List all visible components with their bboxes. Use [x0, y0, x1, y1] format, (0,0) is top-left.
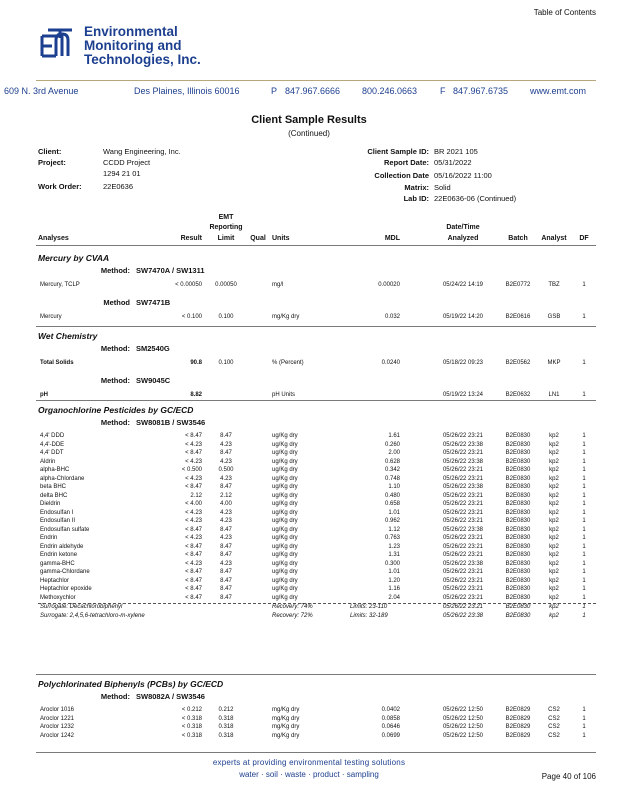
cell-analyzed: 05/26/22 23:38	[442, 526, 484, 533]
cell-mdl: 1.20	[388, 577, 400, 584]
cell-analyte: alpha-BHC	[40, 467, 70, 473]
cell-units: ug/Kg dry	[272, 501, 298, 507]
cell-batch: B2E0632	[505, 392, 531, 398]
cell-limit: 4.23	[220, 535, 232, 541]
cell-df: 1	[582, 392, 586, 398]
cell-df: 1	[582, 475, 586, 482]
cell-df: 1	[582, 560, 586, 567]
cell-units: ug/Kg dry	[272, 518, 298, 524]
cell-mdl: 1.31	[388, 552, 400, 558]
cell-units: ug/Kg dry	[272, 458, 298, 465]
emt-logo-icon	[36, 26, 76, 66]
cell-result: < 8.47	[185, 433, 202, 439]
cell-analyzed: 05/26/22 23:21	[442, 586, 484, 592]
cell-analyte: Endosulfan I	[40, 509, 74, 516]
cell-analyte: 4,4' DDD	[40, 433, 65, 439]
cell-analyzed: 05/26/22 23:38	[442, 612, 484, 619]
cell-analyte: 4,4'-DDE	[40, 441, 65, 448]
cell-batch: B2E0830	[505, 577, 531, 584]
cell-result: 90.8	[190, 360, 202, 366]
cell-units: mg/Kg dry	[272, 732, 300, 739]
cell-result: < 4.23	[185, 458, 202, 465]
cell-df: 1	[582, 732, 586, 739]
cell-analyst: kp2	[549, 501, 559, 507]
method-name: SW7470A / SW1311	[136, 266, 205, 275]
cell-result: < 0.318	[181, 732, 202, 739]
cell-mdl: 0.342	[384, 467, 400, 473]
cell-mdl: 0.658	[384, 501, 400, 507]
cell-analyzed: 05/26/22 23:21	[442, 552, 484, 558]
cell-analyte: alpha-Chlordane	[40, 475, 85, 482]
cell-df: 1	[582, 552, 586, 558]
cell-units: ug/Kg dry	[272, 535, 298, 541]
cell-units: ug/Kg dry	[272, 492, 298, 499]
cell-analyzed: 05/26/22 12:50	[442, 715, 484, 722]
cell-analyzed: 05/18/22 09:23	[442, 360, 484, 366]
cell-df: 1	[582, 715, 586, 722]
cell-batch: B2E0830	[505, 433, 531, 439]
cell-analyst: kp2	[549, 433, 559, 439]
cell-analyzed: 05/26/22 23:21	[442, 569, 484, 575]
cell-limit: 8.47	[220, 552, 232, 558]
cell-limits: Limits: 23-110	[350, 604, 388, 610]
cell-mdl: 1.12	[388, 526, 400, 533]
cell-df: 1	[582, 441, 586, 448]
cell-analyzed: 05/26/22 23:38	[442, 458, 484, 465]
cell-units: ug/Kg dry	[272, 433, 298, 439]
cell-analyte: Aroclor 1221	[40, 715, 75, 722]
cell-analyte: gamma-Chlordane	[40, 569, 90, 575]
cell-result: < 8.47	[185, 484, 202, 490]
cell-analyst: kp2	[549, 492, 559, 499]
cell-df: 1	[582, 724, 586, 730]
cell-batch: B2E0830	[505, 560, 531, 567]
cell-analyte: delta BHC	[40, 492, 68, 499]
cell-batch: B2E0830	[505, 501, 531, 507]
method-name: SW7471B	[136, 298, 171, 307]
cell-analyst: kp2	[549, 441, 559, 448]
cell-units: ug/Kg dry	[272, 467, 298, 473]
cell-limit: 4.23	[220, 518, 232, 524]
cell-batch: B2E0830	[505, 552, 531, 558]
cell-result: < 0.00050	[175, 282, 202, 288]
method-label: Method:	[100, 418, 130, 427]
cell-analyst: kp2	[549, 612, 559, 619]
cell-analyst: GSB	[547, 314, 561, 320]
cell-limit: 8.47	[220, 577, 232, 584]
cell-analyst: CS2	[548, 724, 560, 730]
cell-analyst: kp2	[549, 569, 559, 575]
method-label: Method:	[100, 266, 130, 275]
cell-df: 1	[582, 543, 586, 550]
method-name: SW8082A / SW3546	[136, 692, 205, 701]
cell-limit: 0.100	[218, 360, 234, 366]
cell-limit: 0.318	[218, 724, 234, 730]
cell-batch: B2E0830	[505, 518, 531, 524]
cell-units: ug/Kg dry	[272, 450, 298, 456]
cell-analyst: kp2	[549, 552, 559, 558]
cell-analyzed: 05/26/22 23:21	[442, 450, 484, 456]
cell-limit: 0.100	[218, 314, 234, 320]
cell-result: < 4.00	[185, 501, 202, 507]
cell-result: < 8.47	[185, 450, 202, 456]
section-title: Wet Chemistry	[38, 331, 98, 341]
footer-services: water · soil · waste · product · sampling	[239, 770, 379, 779]
cell-analyzed: 05/26/22 23:21	[442, 467, 484, 473]
cell-units: ug/Kg dry	[272, 569, 298, 575]
cell-analyst: kp2	[549, 526, 559, 533]
cell-analyzed: 05/26/22 23:38	[442, 484, 484, 490]
cell-mdl: 0.628	[384, 458, 400, 465]
cell-analyst: kp2	[549, 535, 559, 541]
cell-analyzed: 05/19/22 14:20	[442, 314, 484, 320]
cell-result: < 8.47	[185, 594, 202, 601]
cell-analyte: Aroclor 1232	[40, 724, 75, 730]
cell-units: ug/Kg dry	[272, 552, 298, 558]
cell-batch: B2E0830	[505, 509, 531, 516]
cell-df: 1	[582, 282, 586, 288]
cell-units: ug/Kg dry	[272, 475, 298, 482]
cell-batch: B2E0830	[505, 594, 531, 601]
cell-units: ug/Kg dry	[272, 526, 298, 533]
cell-analyst: MKP	[547, 360, 561, 366]
cell-result: < 4.23	[185, 441, 202, 448]
cell-limit: 8.47	[220, 450, 232, 456]
cell-result: 2.12	[190, 492, 202, 499]
cell-limit: 8.47	[220, 543, 232, 550]
cell-limit: 4.23	[220, 458, 232, 465]
table-of-contents-link[interactable]: Table of Contents	[533, 8, 596, 17]
cell-limit: 8.47	[220, 484, 232, 490]
cell-analyte: Endrin aldehyde	[40, 543, 84, 550]
cell-analyst: kp2	[549, 518, 559, 524]
method-name: SW9045C	[136, 376, 171, 385]
cell-result: < 8.47	[185, 569, 202, 575]
cell-df: 1	[582, 433, 586, 439]
cell-mdl: 0.0858	[381, 715, 400, 722]
cell-batch: B2E0830	[505, 526, 531, 533]
footer-divider	[36, 752, 596, 753]
cell-units: mg/Kg dry	[272, 724, 300, 730]
cell-analyte: Aroclor 1242	[40, 732, 75, 739]
cell-batch: B2E0830	[505, 475, 531, 482]
cell-units: pH Units	[272, 392, 296, 398]
method-label: Method:	[100, 344, 130, 353]
cell-analyzed: 05/26/22 12:50	[442, 707, 484, 713]
cell-analyzed: 05/26/22 23:21	[442, 492, 484, 499]
cell-analyst: kp2	[549, 509, 559, 516]
cell-batch: B2E0830	[505, 441, 531, 448]
cell-batch: B2E0830	[505, 569, 531, 575]
cell-mdl: 0.0699	[381, 732, 400, 739]
cell-df: 1	[582, 594, 586, 601]
cell-analyte: Methoxychlor	[40, 594, 76, 601]
cell-limit: 0.318	[218, 715, 234, 722]
cell-df: 1	[582, 467, 586, 473]
cell-limit: 8.47	[220, 433, 232, 439]
footer-tagline: experts at providing environmental testing solutions	[212, 758, 406, 767]
cell-df: 1	[582, 604, 586, 610]
cell-result: < 8.47	[185, 552, 202, 558]
cell-surrogate-name: Surrogate: Decachlorobiphenyl	[40, 604, 123, 610]
cell-df: 1	[582, 577, 586, 584]
cell-recovery: Recovery: 72%	[272, 612, 313, 619]
cell-batch: B2E0830	[505, 484, 531, 490]
cell-units: ug/Kg dry	[272, 441, 298, 448]
cell-df: 1	[582, 484, 586, 490]
cell-mdl: 2.00	[388, 450, 400, 456]
cell-analyst: LN1	[548, 392, 560, 398]
cell-df: 1	[582, 492, 586, 499]
cell-df: 1	[582, 526, 586, 533]
cell-analyte: Aroclor 1016	[40, 707, 75, 713]
cell-batch: B2E0829	[505, 732, 531, 739]
cell-analyzed: 05/26/22 23:38	[442, 441, 484, 448]
cell-analyzed: 05/26/22 23:21	[442, 501, 484, 507]
page-number: Page 40 of 106	[541, 772, 596, 781]
cell-analyzed: 05/26/22 23:21	[442, 509, 484, 516]
cell-recovery: Recovery: 74%	[272, 604, 313, 610]
cell-df: 1	[582, 458, 586, 465]
cell-analyst: kp2	[549, 484, 559, 490]
cell-mdl: 0.480	[384, 492, 400, 499]
cell-analyzed: 05/26/22 23:21	[442, 433, 484, 439]
method-name: SM2540G	[136, 344, 170, 353]
cell-result: < 0.318	[181, 715, 202, 722]
cell-analyst: kp2	[549, 577, 559, 584]
cell-units: ug/Kg dry	[272, 586, 298, 592]
section-divider	[36, 326, 596, 327]
cell-analyst: kp2	[549, 604, 559, 610]
cell-batch: B2E0830	[505, 450, 531, 456]
cell-limit: 8.47	[220, 526, 232, 533]
cell-df: 1	[582, 535, 586, 541]
cell-result: < 8.47	[185, 577, 202, 584]
cell-df: 1	[582, 450, 586, 456]
section-divider	[36, 400, 596, 401]
cell-analyte: Endrin ketone	[40, 552, 78, 558]
cell-analyst: TBZ	[548, 282, 560, 288]
method-label: Method:	[100, 692, 130, 701]
cell-df: 1	[582, 586, 586, 592]
cell-batch: B2E0829	[505, 724, 531, 730]
cell-limit: 8.47	[220, 594, 232, 601]
cell-result: < 0.212	[181, 707, 202, 713]
cell-analyst: kp2	[549, 594, 559, 601]
cell-units: ug/Kg dry	[272, 577, 298, 584]
method-label: Method	[103, 298, 130, 307]
cell-analyzed: 05/26/22 23:38	[442, 560, 484, 567]
cell-mdl: 1.61	[388, 433, 400, 439]
section-title: Polychlorinated Biphenyls (PCBs) by GC/ECD	[38, 679, 224, 689]
cell-analyte: Dieldrin	[40, 501, 61, 507]
cell-mdl: 0.300	[384, 560, 400, 567]
cell-batch: B2E0616	[505, 314, 531, 320]
section-divider	[36, 674, 596, 675]
report-title: Client Sample Results	[251, 114, 367, 126]
cell-mdl: 2.04	[388, 594, 400, 601]
cell-batch: B2E0772	[505, 282, 531, 288]
cell-batch: B2E0830	[505, 535, 531, 541]
cell-analyte: beta BHC	[40, 484, 67, 490]
cell-analyte: Endrin	[40, 535, 58, 541]
method-label: Method:	[100, 376, 130, 385]
cell-mdl: 0.0402	[381, 707, 400, 713]
cell-mdl: 1.16	[388, 586, 400, 592]
report-subtitle: (Continued)	[288, 129, 330, 138]
cell-batch: B2E0830	[505, 467, 531, 473]
cell-batch: B2E0830	[505, 612, 531, 619]
cell-analyzed: 05/26/22 12:50	[442, 732, 484, 739]
cell-mdl: 0.260	[384, 441, 400, 448]
cell-result: < 4.23	[185, 518, 202, 524]
cell-units: ug/Kg dry	[272, 509, 298, 516]
cell-units: mg/Kg dry	[272, 707, 300, 713]
cell-result: < 4.23	[185, 560, 202, 567]
cell-units: % (Percent)	[272, 360, 304, 366]
cell-result: < 0.500	[181, 467, 202, 473]
cell-result: < 4.23	[185, 535, 202, 541]
cell-units: mg/Kg dry	[272, 314, 300, 320]
cell-limit: 4.23	[220, 560, 232, 567]
cell-limit: 0.00050	[215, 282, 237, 288]
cell-batch: B2E0829	[505, 715, 531, 722]
cell-surrogate-name: Surrogate: 2,4,5,6-tetrachloro-m-xylene	[40, 612, 145, 619]
cell-units: ug/Kg dry	[272, 594, 298, 601]
cell-analyzed: 05/26/22 23:21	[442, 518, 484, 524]
cell-df: 1	[582, 360, 586, 366]
cell-analyst: kp2	[549, 586, 559, 592]
cell-result: 8.82	[190, 392, 202, 398]
cell-batch: B2E0830	[505, 492, 531, 499]
cell-analyst: kp2	[549, 450, 559, 456]
cell-limits: Limits: 32-189	[350, 612, 388, 619]
cell-analyte: Mercury	[40, 314, 62, 320]
cell-batch: B2E0562	[505, 360, 531, 366]
cell-analyst: kp2	[549, 560, 559, 567]
cell-units: mg/l	[272, 282, 284, 288]
cell-mdl: 1.01	[388, 569, 400, 575]
cell-batch: B2E0830	[505, 458, 531, 465]
cell-analyte: Total Solids	[40, 360, 74, 366]
cell-mdl: 0.763	[384, 535, 400, 541]
section-title: Mercury by CVAA	[38, 253, 110, 263]
cell-batch: B2E0830	[505, 543, 531, 550]
cell-limit: 0.318	[218, 732, 234, 739]
cell-analyst: kp2	[549, 543, 559, 550]
cell-units: ug/Kg dry	[272, 484, 298, 490]
cell-analyzed: 05/26/22 23:21	[442, 594, 484, 601]
cell-units: ug/Kg dry	[272, 543, 298, 550]
cell-units: mg/Kg dry	[272, 715, 300, 722]
method-name: SW8081B / SW3546	[136, 418, 206, 427]
cell-df: 1	[582, 518, 586, 524]
cell-limit: 4.23	[220, 509, 232, 516]
cell-mdl: 1.10	[388, 484, 400, 490]
cell-limit: 0.212	[218, 707, 234, 713]
cell-batch: B2E0830	[505, 604, 531, 610]
cell-analyzed: 05/26/22 23:21	[442, 543, 484, 550]
cell-analyst: kp2	[549, 458, 559, 465]
cell-df: 1	[582, 612, 586, 619]
cell-analyte: Heptachlor	[40, 577, 70, 584]
cell-analyst: CS2	[548, 715, 560, 722]
cell-limit: 8.47	[220, 586, 232, 592]
cell-mdl: 0.962	[384, 518, 400, 524]
cell-mdl: 0.748	[384, 475, 400, 482]
cell-mdl: 0.032	[384, 314, 400, 320]
cell-mdl: 1.01	[388, 509, 400, 516]
cell-df: 1	[582, 509, 586, 516]
cell-analyzed: 05/26/22 23:21	[442, 535, 484, 541]
cell-analyzed: 05/26/22 23:21	[442, 577, 484, 584]
cell-analyzed: 05/24/22 14:19	[442, 282, 484, 288]
cell-limit: 4.23	[220, 475, 232, 482]
cell-analyte: Aldrin	[40, 458, 56, 465]
cell-analyte: Endosulfan II	[40, 518, 76, 524]
cell-df: 1	[582, 501, 586, 507]
cell-analyte: 4,4' DDT	[40, 450, 64, 456]
cell-result: < 8.47	[185, 526, 202, 533]
cell-result: < 0.100	[181, 314, 202, 320]
cell-analyzed: 05/19/22 13:24	[442, 392, 484, 398]
cell-mdl: 0.00020	[378, 282, 400, 288]
cell-batch: B2E0829	[505, 707, 531, 713]
cell-df: 1	[582, 569, 586, 575]
cell-result: < 4.23	[185, 509, 202, 516]
cell-df: 1	[582, 314, 586, 320]
cell-analyst: kp2	[549, 475, 559, 482]
cell-analyzed: 05/26/22 23:21	[442, 475, 484, 482]
cell-batch: B2E0830	[505, 586, 531, 592]
cell-df: 1	[582, 707, 586, 713]
cell-analyst: CS2	[548, 707, 560, 713]
cell-limit: 2.12	[220, 492, 232, 499]
cell-analyzed: 05/26/22 12:50	[442, 724, 484, 730]
cell-analyzed: 05/26/22 23:21	[442, 604, 484, 610]
cell-mdl: 1.23	[388, 543, 400, 550]
cell-analyte: Mercury, TCLP	[40, 282, 80, 288]
cell-result: < 0.318	[181, 724, 202, 730]
company-name: Environmental Monitoring and Technologies, Inc.	[84, 24, 201, 67]
cell-result: < 8.47	[185, 543, 202, 550]
cell-result: < 8.47	[185, 586, 202, 592]
cell-analyst: CS2	[548, 732, 560, 739]
section-title: Organochlorine Pesticides by GC/ECD	[38, 405, 194, 415]
cell-limit: 4.00	[220, 501, 232, 507]
cell-analyte: pH	[40, 392, 48, 398]
cell-limit: 4.23	[220, 441, 232, 448]
cell-analyst: kp2	[549, 467, 559, 473]
cell-analyte: Endosulfan sulfate	[40, 526, 90, 533]
cell-analyte: Heptachlor epoxide	[40, 586, 92, 592]
cell-units: ug/Kg dry	[272, 560, 298, 567]
cell-result: < 4.23	[185, 475, 202, 482]
cell-mdl: 0.0646	[381, 724, 400, 730]
cell-analyte: gamma-BHC	[40, 560, 75, 567]
cell-limit: 0.500	[218, 467, 234, 473]
cell-mdl: 0.0240	[381, 360, 400, 366]
cell-limit: 8.47	[220, 569, 232, 575]
